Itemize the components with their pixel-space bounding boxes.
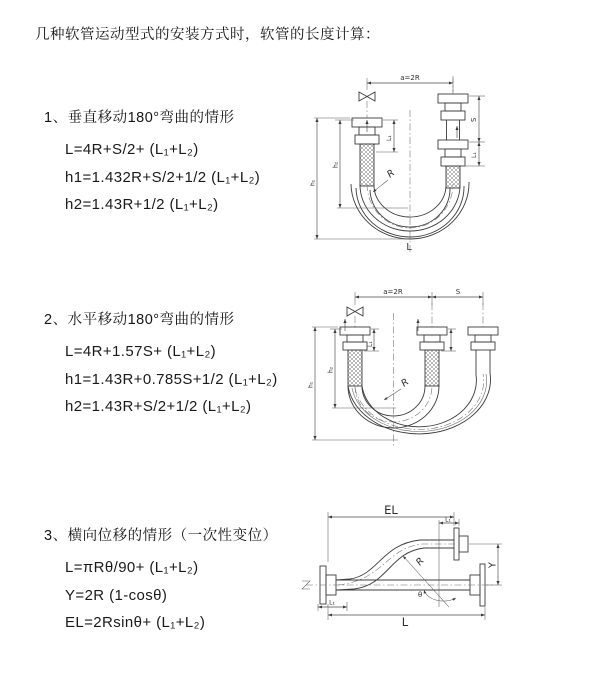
formula-l: L=πRθ/90+ (L₁+L₂) xyxy=(65,559,199,576)
dim-s xyxy=(432,288,483,297)
right-fitting xyxy=(438,76,468,188)
section-3 xyxy=(44,524,278,637)
label-r: R xyxy=(399,376,412,390)
upper-flange xyxy=(454,528,459,560)
radius-callout xyxy=(384,377,411,400)
dim-a2r xyxy=(355,288,483,305)
label-l1: L₁ xyxy=(386,135,393,141)
radius-callout xyxy=(373,168,397,192)
label-el: EL xyxy=(384,503,398,517)
section-1-heading: 1、垂直移动180°弯曲的情形 xyxy=(44,110,235,126)
dim-s xyxy=(469,96,485,142)
label-l1: L₁ xyxy=(471,152,478,158)
formula-h2: h2=1.43R+1/2 (L₁+L₂) xyxy=(65,196,219,213)
label-r: R xyxy=(385,167,398,181)
middle-fitting xyxy=(417,303,447,386)
diagram-horizontal-180-bend xyxy=(308,283,592,453)
page-title: 几种软管运动型式的安装方式时，软管的长度计算： xyxy=(35,27,380,43)
dim-l1-top xyxy=(439,517,459,527)
dim-a2r xyxy=(367,74,453,92)
braided-hose-section xyxy=(360,144,374,186)
right-fitting xyxy=(468,303,498,375)
label-a2r: a=2R xyxy=(400,74,420,82)
left-fitting xyxy=(352,101,382,186)
dim-l1-right xyxy=(462,142,485,166)
dim-el xyxy=(328,503,454,562)
label-y: Y xyxy=(487,562,499,568)
section-2-heading: 2、水平移动180°弯曲的情形 xyxy=(44,312,235,328)
hose-curves xyxy=(348,373,491,434)
label-r: R xyxy=(414,555,427,569)
label-l: L xyxy=(406,242,412,253)
label-l1: L₁ xyxy=(329,599,335,607)
formula-h1: h1=1.432R+S/2+1/2 (L₁+L₂) xyxy=(65,168,261,186)
label-s: S xyxy=(455,288,461,296)
label-l1: L₁ xyxy=(367,341,374,347)
dim-l1-bottom xyxy=(318,600,347,612)
curved-hose xyxy=(336,528,468,590)
formula-y: Y=2R (1-cosθ) xyxy=(65,586,168,604)
valve-icon xyxy=(347,307,363,316)
label-l1: L₁ xyxy=(445,516,451,524)
radius-theta-construction xyxy=(403,520,456,607)
formula-h1: h1=1.43R+0.785S+1/2 (L₁+L₂) xyxy=(65,370,278,388)
braided-hose-section xyxy=(425,350,439,386)
section-2 xyxy=(44,308,278,421)
diagram-lateral-displacement xyxy=(298,496,598,656)
dim-y xyxy=(469,544,502,585)
dim-l1-middle xyxy=(441,329,456,351)
dim-l xyxy=(328,604,485,629)
formula-el: EL=2Rsinθ+ (L₁+L₂) xyxy=(65,614,206,631)
label-h2: h₂ xyxy=(332,161,340,168)
formula-h2: h2=1.43R+S/2+1/2 (L₁+L₂) xyxy=(65,398,252,415)
formula-l: L=4R+S/2+ (L₁+L₂) xyxy=(65,141,199,158)
section-3-heading: 3、横向位移的情形（一次性变位） xyxy=(44,528,278,544)
formula-l: L=4R+1.57S+ (L₁+L₂) xyxy=(65,343,217,360)
label-theta: θ xyxy=(418,591,423,599)
valve-icon xyxy=(359,92,375,101)
label-h2: h₂ xyxy=(327,366,335,373)
label-l: L xyxy=(401,615,409,629)
braided-hose-section xyxy=(348,350,362,386)
section-1 xyxy=(44,106,260,219)
label-s: S xyxy=(470,117,478,122)
dim-l1-left xyxy=(364,329,379,351)
label-h1: h₁ xyxy=(310,179,317,186)
label-h1: h₁ xyxy=(308,381,315,388)
label-a2r: a=2R xyxy=(383,288,403,296)
diagram-vertical-180-bend xyxy=(310,68,600,260)
